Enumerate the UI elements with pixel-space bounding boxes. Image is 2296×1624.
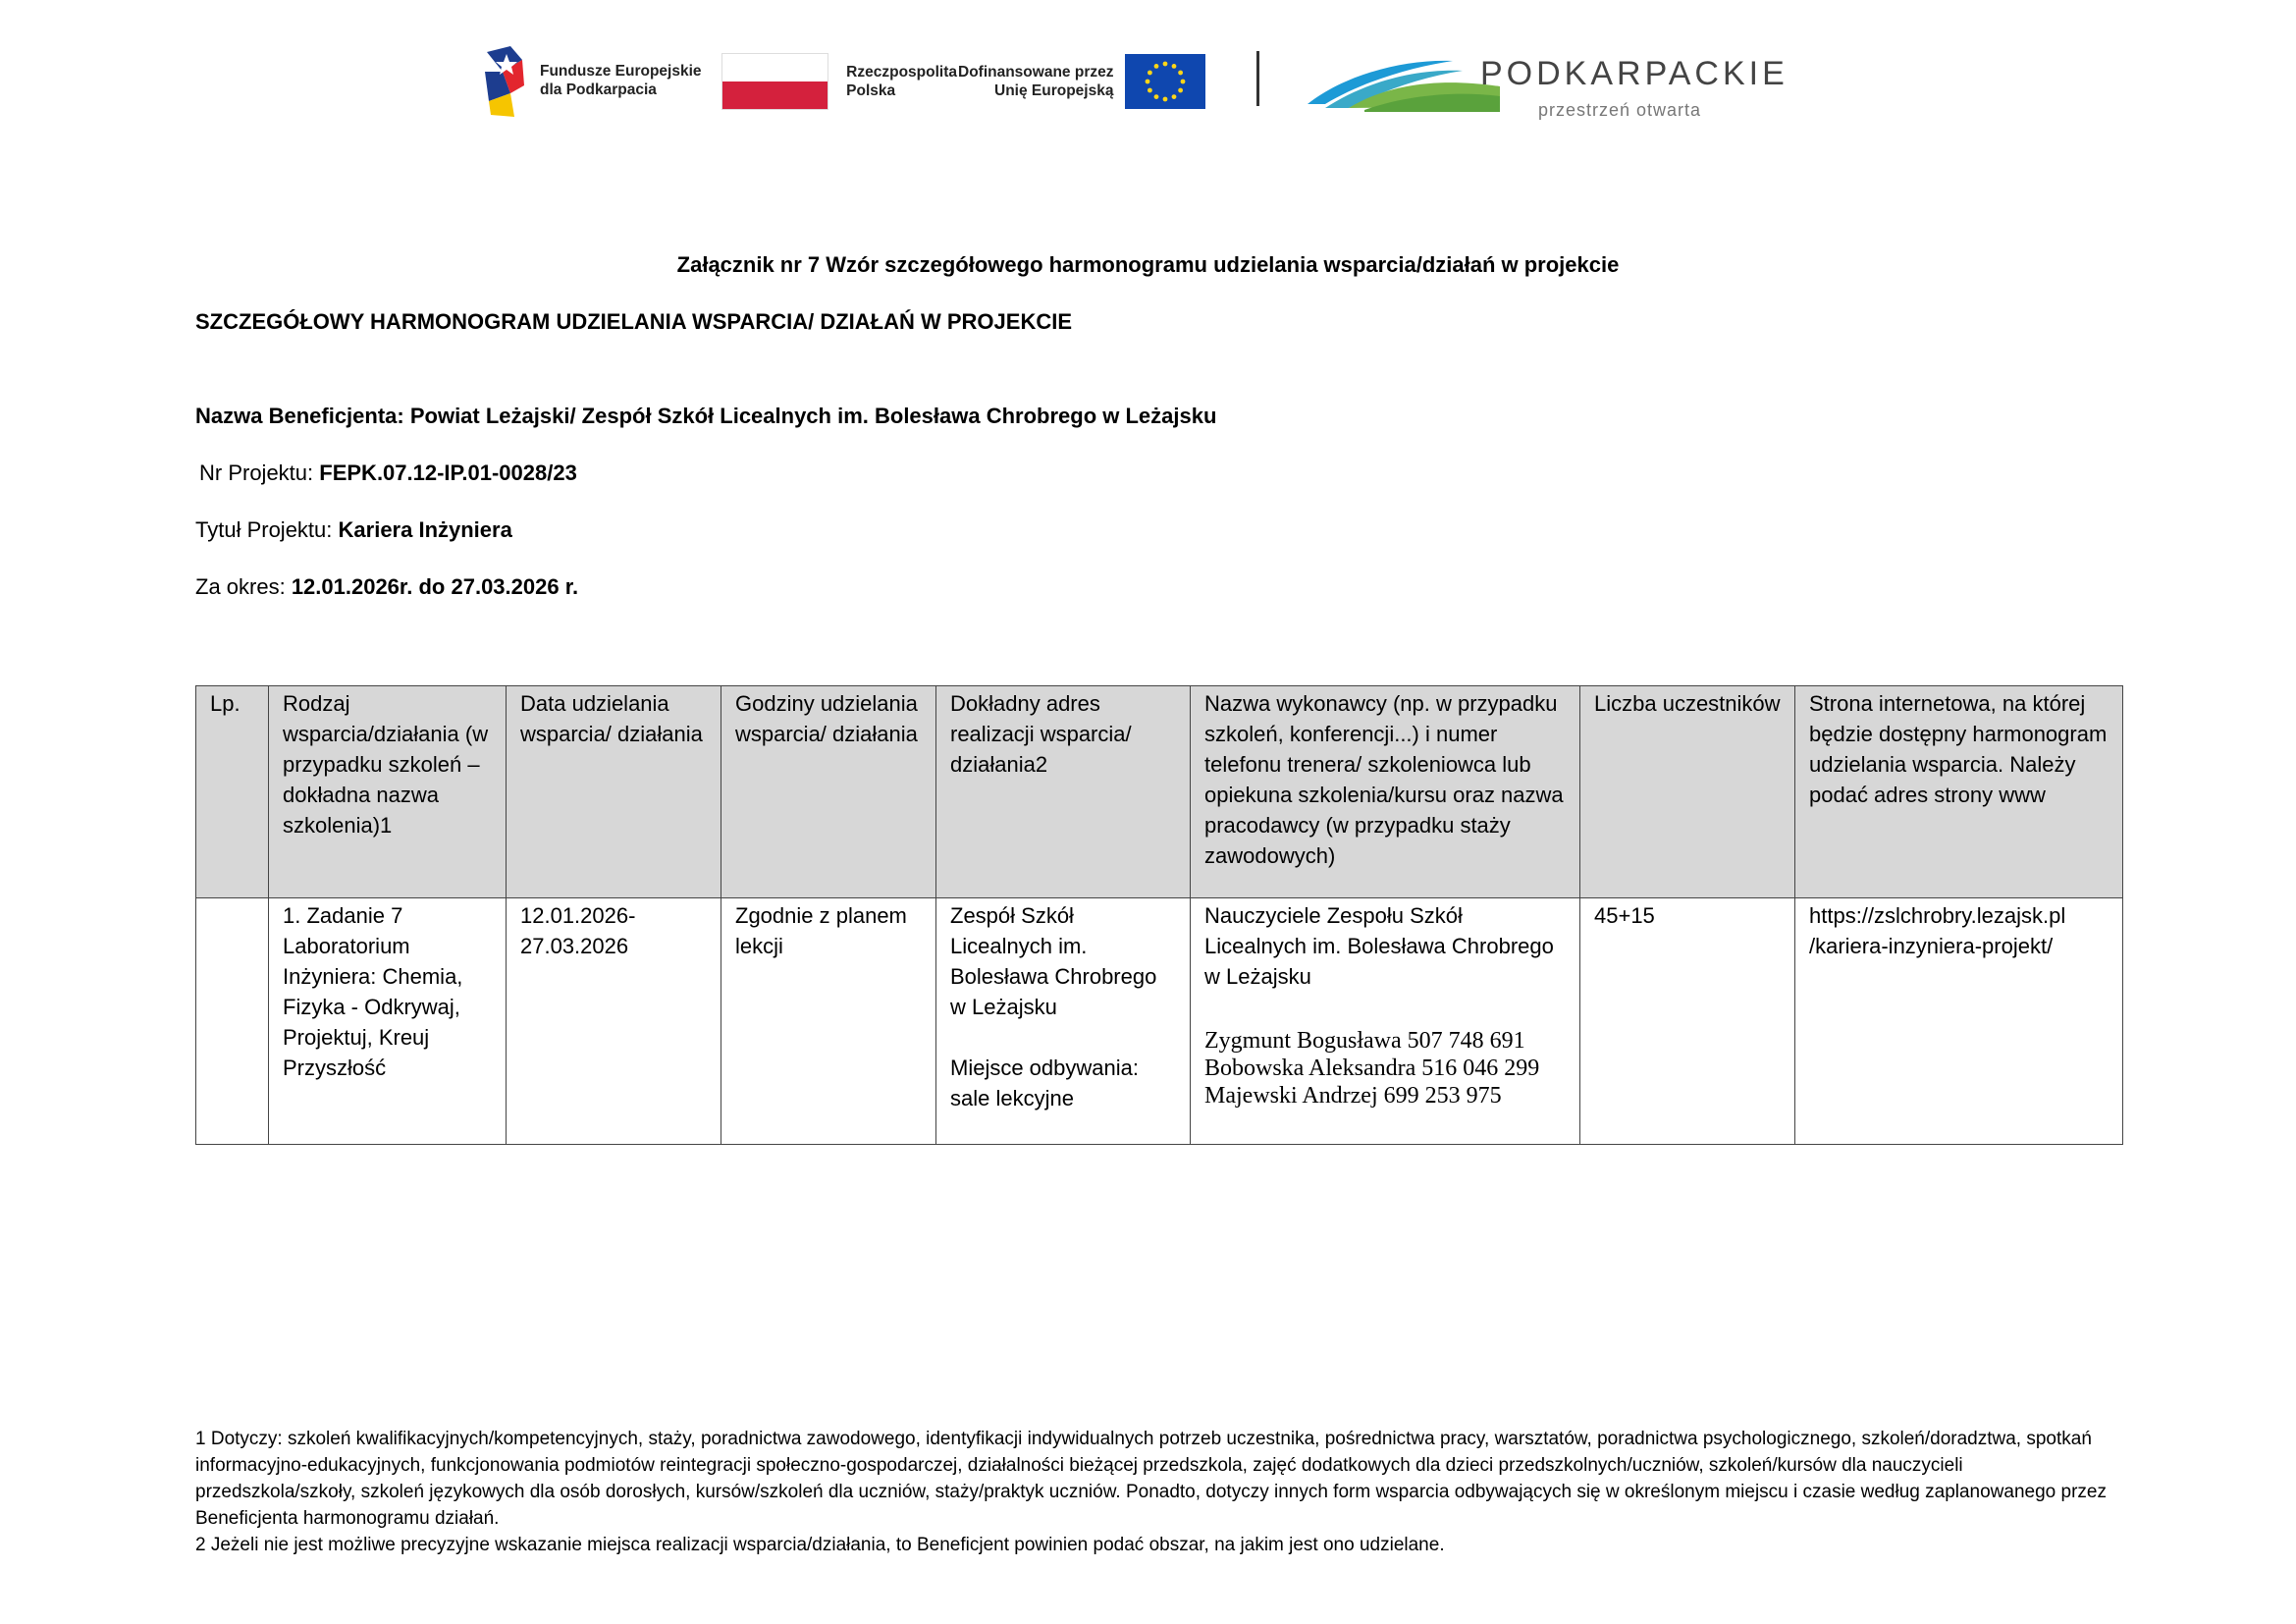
podkarpackie-logo: [1306, 47, 1789, 135]
annex-title: Załącznik nr 7 Wzór szczegółowego harmonogramu udzielania wsparcia/działań w projekcie: [676, 252, 1620, 277]
footnote-2: 2 Jeżeli nie jest możliwe precyzyjne wskazanie miejsca realizacji wsparcia/działania, to Beneficjent powinien podać obszar, na jakim jest ono udzielane.: [195, 1535, 1445, 1555]
fundusze-europejskie-logo: [481, 41, 721, 120]
project-number-value: FEPK.07.12-IP.01-0028/23: [319, 460, 577, 485]
contractor-text: Nauczyciele Zespołu Szkół Licealnych im. Bolesława Chrobrego w Leżajsku: [1204, 903, 1554, 989]
project-number-label: Nr Projektu:: [199, 460, 320, 485]
polish-flag-icon: [721, 53, 828, 110]
project-number-line: [199, 460, 577, 486]
header-website: Strona internetowa, na której będzie dostępny harmonogram udzielania wsparcia. Należy podać adres strony www: [1795, 686, 2123, 898]
website-line1: https://zslchrobry.lezajsk.pl: [1809, 903, 2066, 928]
cell-activity: 1. Zadanie 7 Laboratorium Inżyniera: Chemia, Fizyka - Odkrywaj, Projektuj, Kreuj Przyszłość: [269, 898, 507, 1145]
period-label: Za okres:: [195, 574, 292, 599]
cell-date: 12.01.2026-27.03.2026: [507, 898, 721, 1145]
cell-participants: 45+15: [1580, 898, 1795, 1145]
eu-line1: Dofinansowane przez: [958, 64, 1114, 81]
cell-lp: [196, 898, 269, 1145]
footnote-1: 1 Dotyczy: szkoleń kwalifikacyjnych/kompetencyjnych, staży, poradnictwa zawodowego, identyfikacji indywidualnych potrzeb uczestnika, pośrednictwa pracy, warsztatów, poradnictwa psychologicznego, szkoleń/doradztwa, spotkań informacyjno-edukacyjnych, funkcjonowania podmiotów reintegracji społeczno-gospodarczej, działalności bieżącej przedszkola, zajęć dodatkowych dla dzieci przedszkolnych/uczniów, szkoleń/kursów dla nauczycieli przedszkola/szkoły, szkoleń językowych dla osób dorosłych, kursów/szkoleń dla uczniów, staży/praktyk uczniów. Ponadto, dotyczy innych form wsparcia odbywających się w określonym miejscu i czasie według zaplanowanego przez Beneficjenta harmonogramu działań.: [195, 1429, 2107, 1529]
project-title-value: Kariera Inżyniera: [338, 517, 512, 542]
cell-hours: Zgodnie z planem lekcji: [721, 898, 936, 1145]
schedule-table: [195, 685, 2123, 1145]
footnotes: [195, 1426, 2109, 1558]
eu-cofinanced-logo: [958, 51, 1243, 112]
header-hours: Godziny udzielania wsparcia/ działania: [721, 686, 936, 898]
website-line2: /kariera-inzyniera-projekt/: [1809, 934, 2054, 958]
header-contractor: Nazwa wykonawcy (np. w przypadku szkoleń, konferencji...) i numer telefonu trenera/ szkoleniowca lub opiekuna szkolenia/kursu oraz nazwa pracodawcy (w przypadku staży zawodowych): [1191, 686, 1580, 898]
logo-divider: [1256, 51, 1259, 106]
address-text: Zespół Szkół Licealnych im. Bolesława Chrobrego w Leżajsku: [950, 903, 1157, 1019]
fe-line1: Fundusze Europejskie: [540, 63, 702, 80]
header-participants: Liczba uczestników: [1580, 686, 1795, 898]
logo-strip: [481, 29, 1789, 135]
period-line: [195, 574, 578, 600]
rp-line2: Polska: [846, 82, 896, 99]
table-row: [196, 898, 2123, 1145]
table-header-row: [196, 686, 2123, 898]
cell-website: [1795, 898, 2123, 1145]
podkarpackie-waves-icon: [1306, 47, 1502, 135]
venue-text: Miejsce odbywania: sale lekcyjne: [950, 1056, 1139, 1110]
region-name: PODKARPACKIE: [1480, 55, 1789, 92]
rp-line1: Rzeczpospolita: [846, 64, 957, 81]
project-title-line: [195, 517, 512, 543]
trainer-2: Bobowska Aleksandra 516 046 299: [1204, 1056, 1540, 1081]
beneficiary-line: Nazwa Beneficjenta: Powiat Leżajski/ Zespół Szkół Licealnych im. Bolesława Chrobrego w Leżajsku: [195, 404, 1217, 428]
trainer-1: Zygmunt Bogusława 507 748 691: [1204, 1028, 1525, 1054]
cell-contractor: [1191, 898, 1580, 1145]
trainer-3: Majewski Andrzej 699 253 975: [1204, 1083, 1502, 1109]
header-date: Data udzielania wsparcia/ działania: [507, 686, 721, 898]
cell-address: [936, 898, 1191, 1145]
rzeczpospolita-polska-logo: [721, 51, 957, 112]
header-lp: Lp.: [196, 686, 269, 898]
eu-line2: Unię Europejską: [994, 82, 1114, 99]
header-address: Dokładny adres realizacji wsparcia/ działania2: [936, 686, 1191, 898]
main-title: SZCZEGÓŁOWY HARMONOGRAM UDZIELANIA WSPARCIA/ DZIAŁAŃ W PROJEKCIE: [195, 309, 1073, 334]
period-value: 12.01.2026r. do 27.03.2026 r.: [291, 574, 579, 599]
region-tagline: przestrzeń otwarta: [1538, 100, 1702, 120]
eu-flag-icon: [1125, 54, 1205, 109]
header-activity: Rodzaj wsparcia/działania (w przypadku szkoleń – dokładna nazwa szkolenia)1: [269, 686, 507, 898]
fe-line2: dla Podkarpacia: [540, 81, 657, 98]
project-title-label: Tytuł Projektu:: [195, 517, 339, 542]
fe-star-icon: [481, 42, 528, 119]
